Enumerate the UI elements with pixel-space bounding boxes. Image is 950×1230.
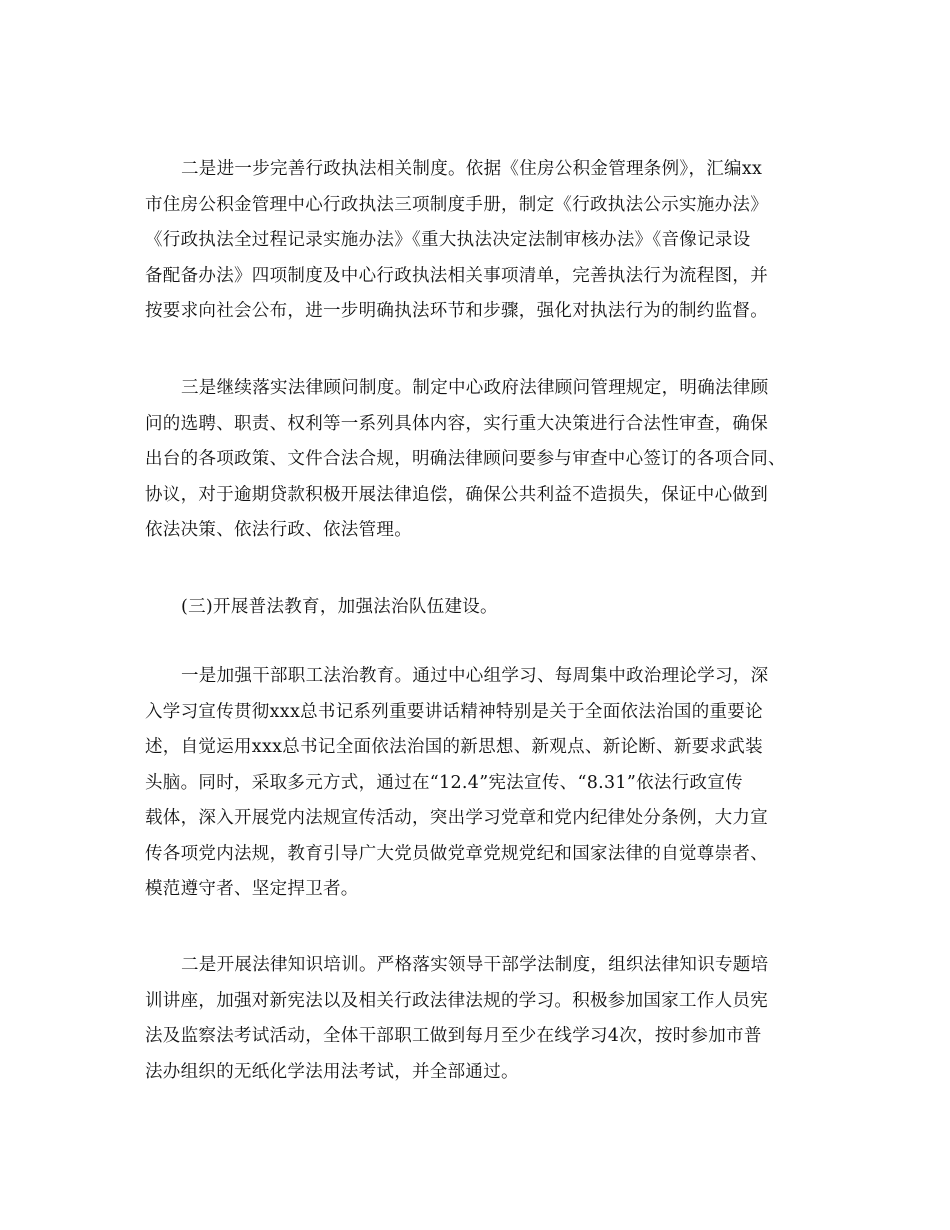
text-line: 出台的各项政策、文件合法合规，明确法律顾问要参与审查中心签订的各项合同、 (145, 449, 786, 469)
section-heading-legal-education (145, 590, 825, 626)
text-line: 模范遵守者、坚定捍卫者。 (145, 879, 359, 899)
text-line: 备配备办法》四项制度及中心行政执法相关事项清单，完善执法行为流程图，并 (145, 265, 768, 286)
text-line: 二是进一步完善行政执法相关制度。依据《住房公积金管理条例》，汇编xx (181, 159, 763, 179)
text-line: 入学习宣传贯彻xxx总书记系列重要讲话精神特别是关于全面依法治国的重要论 (145, 701, 763, 722)
text-line: 一是加强干部职工法治教育。通过中心组学习、每周集中政治理论学习，深 (181, 666, 769, 686)
paragraph-legal-counsel-system (145, 371, 825, 549)
text-line: 传各项党内法规，教育引导广大党员做党章党规党纪和国家法律的自觉尊崇者、 (145, 843, 768, 864)
text-line: (三)开展普法教育，加强法治队伍建设。 (181, 597, 498, 617)
text-line: 载体，深入开展党内法规宣传活动，突出学习党章和党内纪律处分条例，大力宣 (145, 808, 768, 828)
text-line: 三是继续落实法律顾问制度。制定中心政府法律顾问管理规定，明确法律顾 (181, 378, 769, 398)
text-line: 《行政执法全过程记录实施办法》《重大执法决定法制审核办法》《音像记录设 (145, 230, 751, 250)
text-line: 法办组织的无纸化学法用法考试，并全部通过。 (145, 1061, 519, 1082)
paragraph-administrative-enforcement-rules (145, 152, 825, 330)
paragraph-staff-legal-education (145, 659, 825, 908)
text-line: 问的选聘、职责、权利等一系列具体内容，实行重大决策进行合法性审查，确保 (145, 413, 768, 434)
text-line: 法及监察法考试活动，全体干部职工做到每月至少在线学习4次，按时参加市普 (145, 1026, 762, 1046)
text-line: 按要求向社会公布，进一步明确执法环节和步骤，强化对执法行为的制约监督。 (145, 301, 768, 321)
text-line: 二是开展法律知识培训。严格落实领导干部学法制度，组织法律知识专题培 (181, 955, 769, 975)
text-line: 市住房公积金管理中心行政执法三项制度手册，制定《行政执法公示实施办法》 (145, 194, 768, 215)
text-line: 训讲座，加强对新宪法以及相关行政法律法规的学习。积极参加国家工作人员宪 (145, 990, 768, 1011)
text-line: 述，自觉运用xxx总书记全面依法治国的新思想、新观点、新论断、新要求武装 (145, 737, 763, 757)
paragraph-legal-knowledge-training (145, 948, 825, 1090)
text-line: 依法决策、依法行政、依法管理。 (145, 520, 412, 540)
text-line: 头脑。同时，采取多元方式，通过在“12.4”宪法宣传、“8.31”依法行政宣传 (145, 772, 743, 793)
text-line: 协议，对于逾期贷款积极开展法律追偿，确保公共利益不造损失，保证中心做到 (145, 484, 768, 505)
